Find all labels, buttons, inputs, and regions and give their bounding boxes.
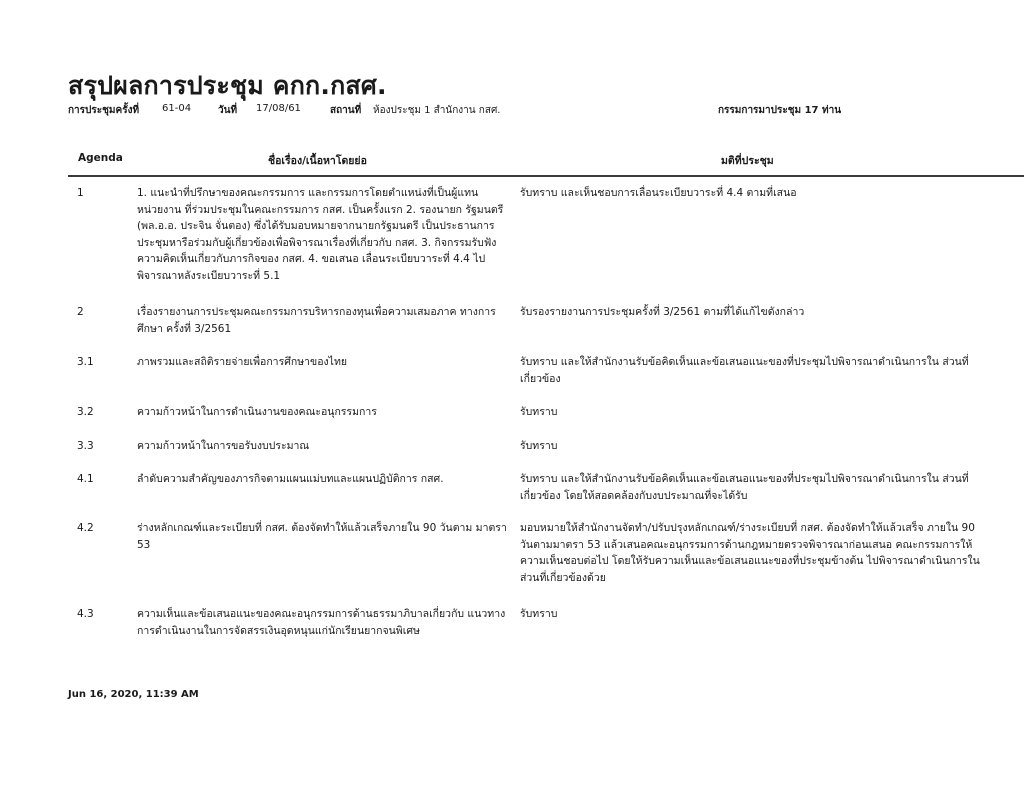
place-label: สถานที่	[330, 105, 362, 116]
agenda-resolution: รับทราบ	[520, 406, 558, 418]
page-title: สรุปผลการประชุม คกก.กสศ.	[68, 71, 387, 100]
agenda-number: 3.1	[77, 356, 94, 368]
agenda-resolution: มอบหมายให้สำนักงานจัดทำ/ปรับปรุงหลักเกณฑ์/ร่างระเบียบที่ กสศ. ต้องจัดทำให้แล้วเสร็จ ภายใน 90 วันตามมาตรา 53 แล้วเสนอคณะอนุกรรมการด้านกฎหมายตรวจพิจารณาก่อนเสนอ คณะกรรมการให้ความเห็นชอบต่อไป โดยให้รับความเห็นและข้อเสนอแนะของที่ประชุมข้างต้น ไปพิจารณาดำเนินการในส่วนที่เกี่ยวข้องด้วย	[520, 522, 980, 584]
agenda-number: 4.1	[77, 473, 94, 485]
agenda-resolution: รับทราบ	[520, 608, 558, 620]
agenda-topic: ความก้าวหน้าในการดำเนินงานของคณะอนุกรรมการ	[137, 406, 377, 418]
agenda-resolution: รับรองรายงานการประชุมครั้งที่ 3/2561 ตามที่ได้แก้ไขดังกล่าว	[520, 306, 805, 318]
column-header-topic: ชื่อเรื่อง/เนื้อหาโดยย่อ	[268, 155, 367, 167]
agenda-topic: ร่างหลักเกณฑ์และระเบียบที่ กสศ. ต้องจัดทำให้แล้วเสร็จภายใน 90 วันตาม มาตรา 53	[137, 522, 507, 551]
agenda-number: 4.2	[77, 522, 94, 534]
agenda-topic: 1. แนะนำที่ปรึกษาของคณะกรรมการ และกรรมการโดยตำแหน่งที่เป็นผู้แทน หน่วยงาน ที่ร่วมประชุมในคณะกรรมการ กสศ. เป็นครั้งแรก 2. รองนายก รัฐมนตรี (พล.อ.อ. ประจิน จั่นตอง) ซึ่งได้รับมอบหมายจากนายกรัฐมนตรี เป็นประธานการ ประชุมหารือร่วมกับผู้เกี่ยวข้องเพื่อพิจารณาเรื่องที่เกี่ยวกับ กสศ. 3. กิจกรรมรับฟังความคิดเห็นเกี่ยวกับภารกิจของ กสศ. 4. ขอเสนอ เลื่อนระเบียบวาระที่ 4.4 ไปพิจารณาหลังระเบียบวาระที่ 5.1	[137, 187, 504, 282]
agenda-resolution: รับทราบ และให้สำนักงานรับข้อคิดเห็นและข้อเสนอแนะของที่ประชุมไปพิจารณาดำเนินการใน ส่วนที่เกี่ยวข้อง โดยให้สอดคล้องกับงบประมาณที่จะได้รับ	[520, 473, 969, 502]
agenda-number: 4.3	[77, 608, 94, 620]
meeting-no-label: การประชุมครั้งที่	[68, 105, 140, 116]
agenda-resolution: รับทราบ และเห็นชอบการเลื่อนระเบียบวาระที่ 4.4 ตามที่เสนอ	[520, 187, 797, 199]
agenda-topic: ภาพรวมและสถิติรายจ่ายเพื่อการศึกษาของไทย	[137, 356, 348, 368]
column-header-resolution: มติที่ประชุม	[721, 155, 774, 167]
agenda-number: 1	[77, 187, 84, 199]
meeting-date: 17/08/61	[256, 103, 301, 114]
agenda-resolution: รับทราบ	[520, 440, 558, 452]
agenda-number: 3.2	[77, 406, 94, 418]
agenda-number: 3.3	[77, 440, 94, 452]
agenda-topic: ลำดับความสำคัญของภารกิจตามแผนแม่บทและแผนปฏิบัติการ กสศ.	[137, 473, 444, 485]
header-divider	[68, 175, 1024, 177]
date-label: วันที่	[218, 105, 238, 116]
agenda-number: 2	[77, 306, 84, 318]
agenda-topic: ความเห็นและข้อเสนอแนะของคณะอนุกรรมการด้านธรรมาภิบาลเกี่ยวกับ แนวทางการดำเนินงานในการจัดสรรเงินอุดหนุนแก่นักเรียนยากจนพิเศษ	[137, 608, 506, 637]
agenda-resolution: รับทราบ และให้สำนักงานรับข้อคิดเห็นและข้อเสนอแนะของที่ประชุมไปพิจารณาดำเนินการใน ส่วนที่เกี่ยวข้อง	[520, 356, 969, 385]
column-header-agenda: Agenda	[78, 152, 123, 164]
agenda-topic: ความก้าวหน้าในการขอรับงบประมาณ	[137, 440, 310, 452]
meeting-place: ห้องประชุม 1 สำนักงาน กสศ.	[373, 105, 501, 116]
meeting-no: 61-04	[162, 103, 192, 114]
print-timestamp: Jun 16, 2020, 11:39 AM	[68, 689, 199, 700]
attendance: กรรมการมาประชุม 17 ท่าน	[718, 105, 842, 116]
meeting-meta	[68, 103, 1008, 117]
agenda-topic: เรื่องรายงานการประชุมคณะกรรมการบริหารกองทุนเพื่อความเสมอภาค ทางการศึกษา ครั้งที่ 3/2561	[137, 306, 496, 335]
